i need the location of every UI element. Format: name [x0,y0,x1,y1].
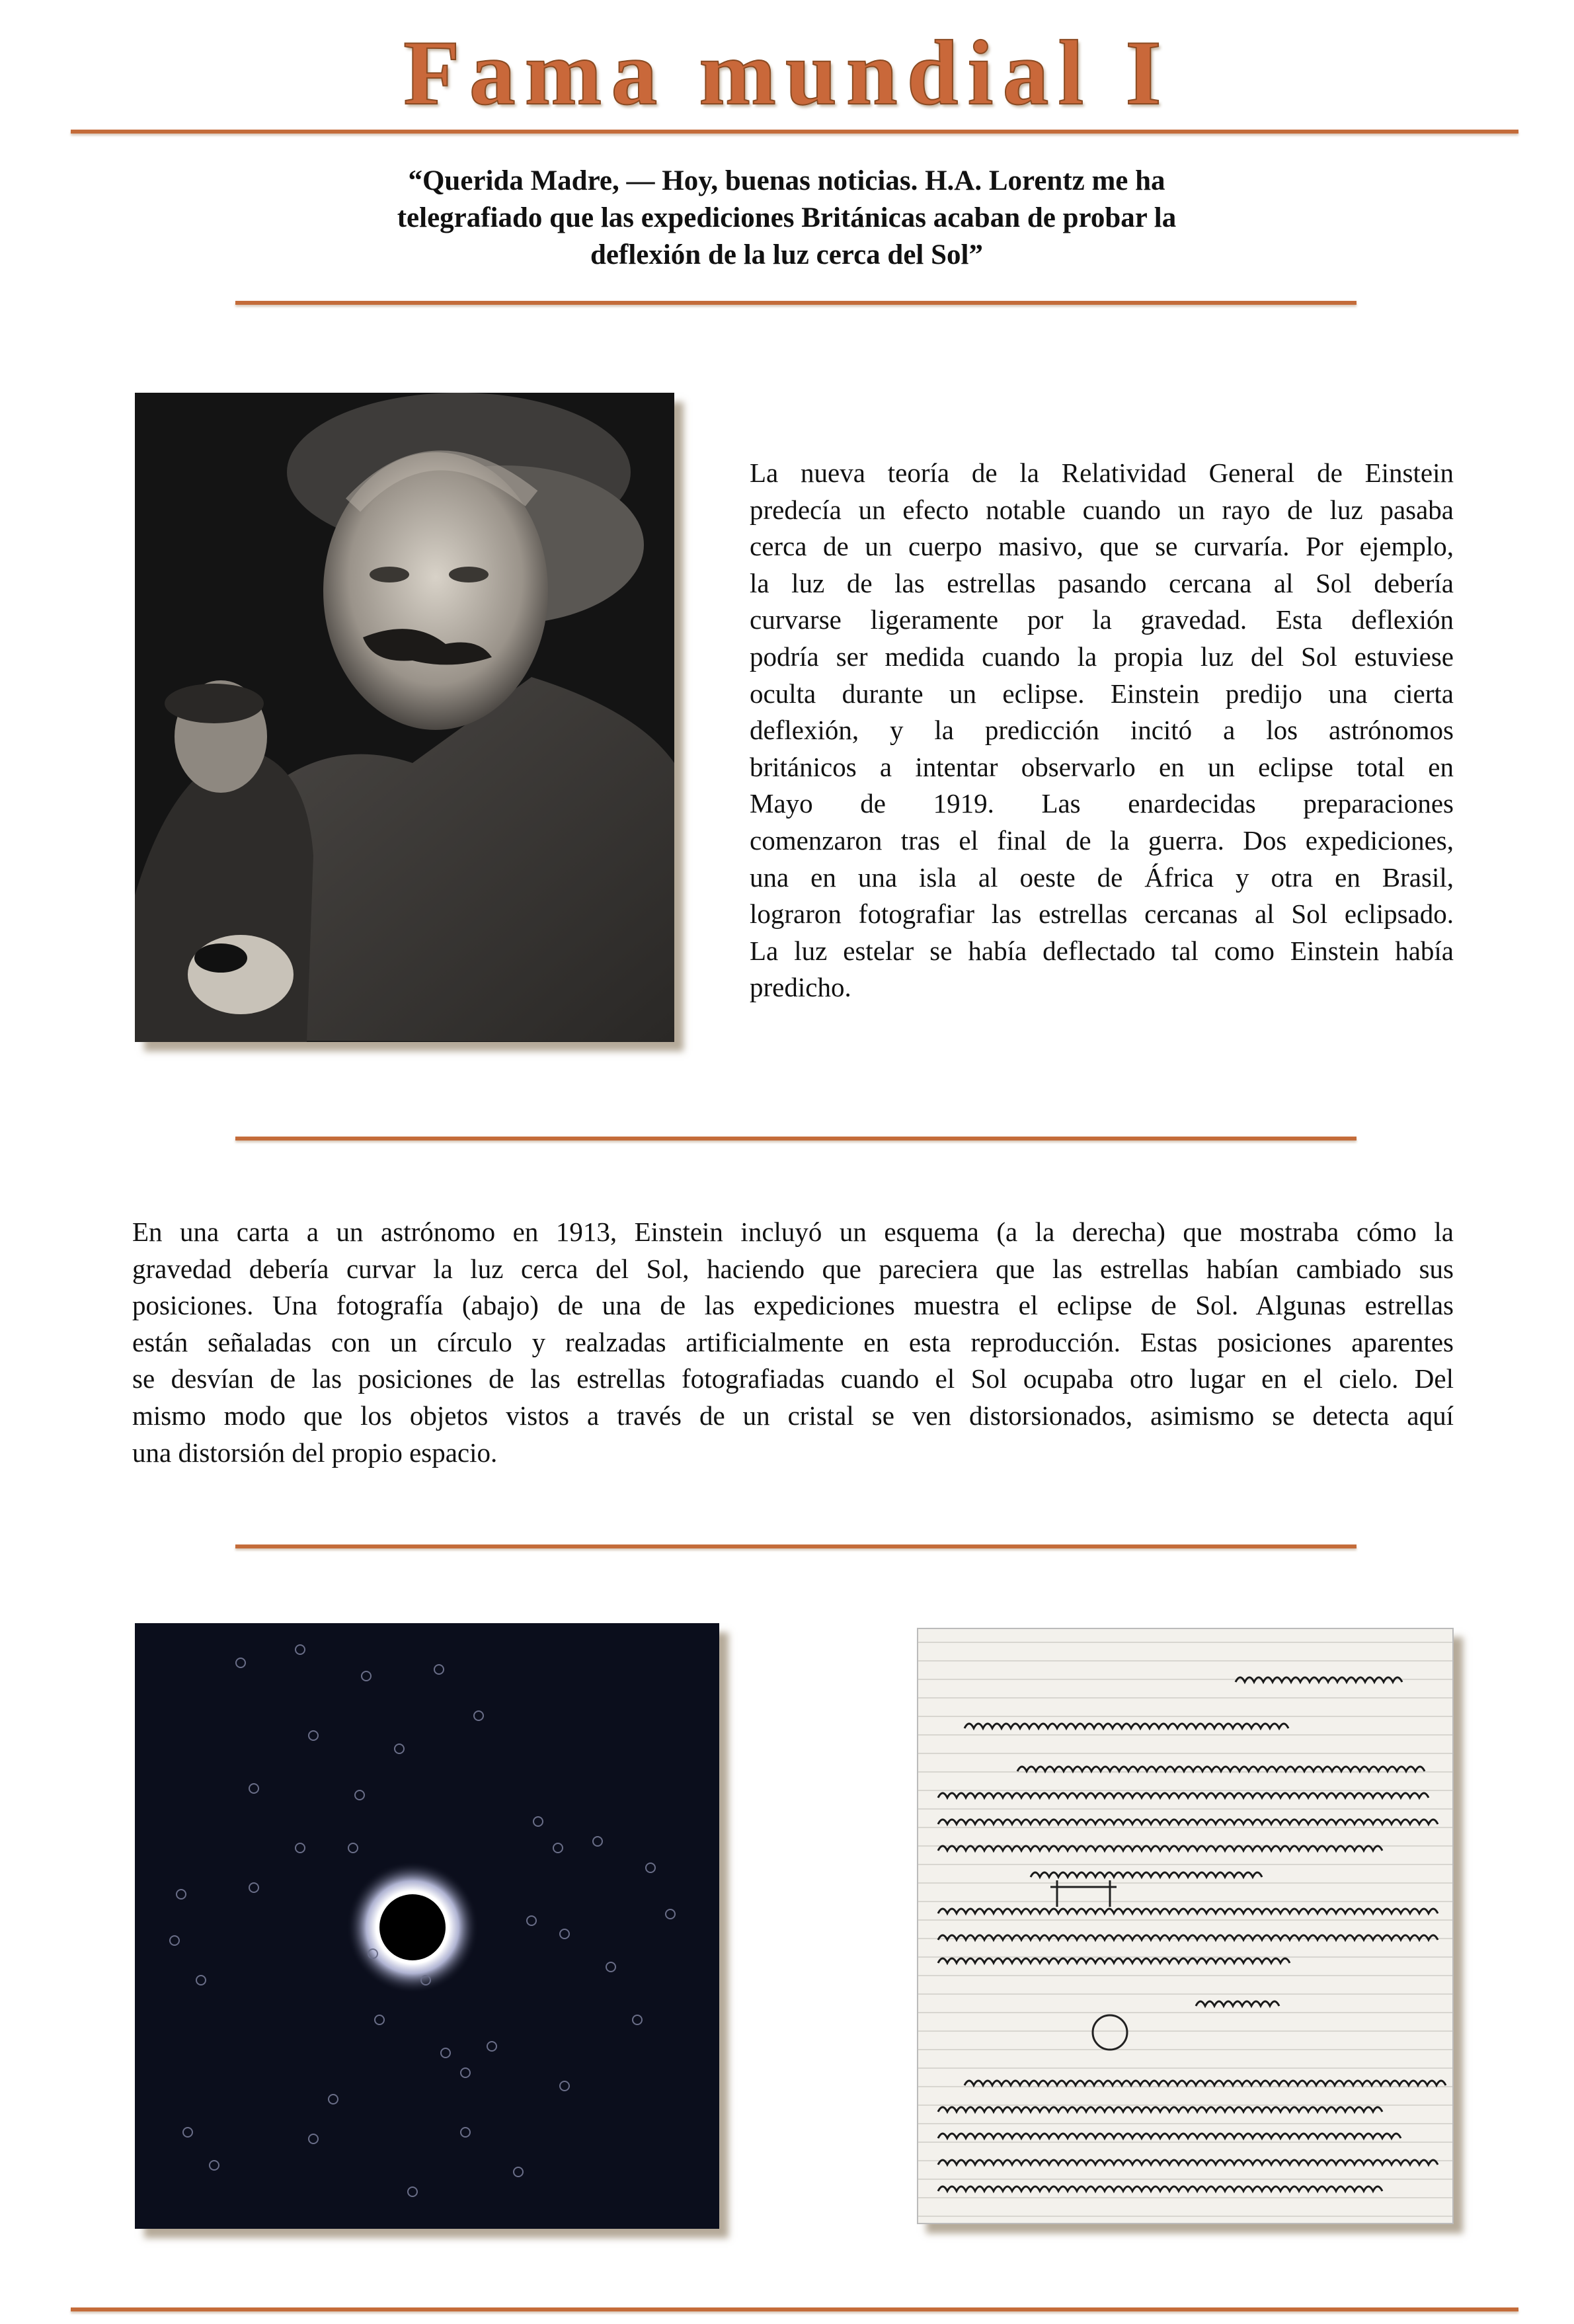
paragraph-line: británicos a intentar observarlo en un eclipse total en [750,751,1454,782]
star-marker [533,1817,543,1826]
star-marker [606,1962,615,1972]
star-marker [395,1744,404,1753]
star-marker [309,2134,318,2144]
paragraph-line: predecía un efecto notable cuando un rayo de luz pasaba [750,494,1454,525]
star-marker [633,2015,642,2024]
divider-bottom [71,2307,1518,2311]
paragraph-line: están señaladas con un círculo y realzadas artificialmente en esta reproducción. Estas posiciones aparentes [132,1326,1454,1357]
star-marker [461,2068,470,2077]
handwriting-line [938,1820,1438,1824]
relativity-paragraph [750,455,1454,1006]
paragraph-line: una en una isla al oeste de África y otra en Brasil, [750,861,1454,893]
star-marker [514,2167,523,2177]
divider [235,301,1357,305]
paragraph-line: Mayo de 1919. Las enardecidas preparaciones [750,788,1454,819]
handwriting-line [938,1958,1290,1963]
einstein-letter-image [917,1628,1454,2224]
divider [235,1544,1357,1548]
paragraph-line: oculta durante un eclipse. Einstein predijo una cierta [750,678,1454,709]
star-marker [646,1863,655,1872]
paragraph-line: lograron fotografiar las estrellas cercanas al Sol eclipsado. [750,899,1454,930]
einstein-quote [357,163,1216,274]
letter-paragraph [132,1214,1454,1471]
star-marker [355,1790,364,1800]
paragraph-line: En una carta a un astrónomo en 1913, Einstein incluyó un esquema (a la derecha) que mostraba cómo la [132,1217,1454,1247]
star-marker [329,2095,338,2104]
star-marker [666,1909,675,1919]
paragraph-line: posiciones. Una fotografía (abajo) de una de las expediciones muestra el eclipse de Sol. Algunas estrellas [132,1290,1454,1321]
handwriting-line [1196,2001,1279,2006]
paragraph-line: gravedad debería curvar la luz cerca del Sol, haciendo que pareciera que las estrellas habían cambiado sus [132,1253,1454,1284]
einstein-photo [135,393,674,1042]
star-marker [309,1731,318,1740]
star-marker [461,2128,470,2137]
paragraph-line: la luz de las estrellas pasando cercana al Sol debería [750,567,1454,598]
paragraph-line: curvarse ligeramente por la gravedad. Esta deflexión [750,604,1454,635]
star-marker [434,1665,444,1674]
star-marker [236,1658,245,1667]
star-marker [441,2048,450,2058]
star-marker [295,1843,305,1853]
handwriting-line [938,1909,1438,1913]
eclipse-photo [135,1623,719,2229]
star-marker [474,1711,483,1720]
star-marker [487,2042,496,2051]
star-marker [348,1843,358,1853]
paragraph-line: mismo modo que los objetos vistos a través de un cristal se ven distorsionados, asimismo se detecta aquí [132,1400,1454,1431]
paragraph-line: predicho. [750,972,851,1003]
paragraph-line: se desvían de las posiciones de las estrellas fotografiadas cuando el Sol ocupaba otro lugar en el cielo. Del [132,1363,1454,1394]
handwriting-line [938,2186,1382,2191]
star-marker [527,1916,536,1925]
handwriting-line [938,2107,1382,2112]
page-title: Fama mundial I [403,22,1171,124]
quote-line: “Querida Madre, — Hoy, buenas noticias. H.A. Lorentz me ha [408,165,1165,196]
paragraph-line: deflexión, y la predicción incitó a los astrónomos [750,715,1454,746]
star-marker [295,1645,305,1654]
paragraph-line: comenzaron tras el final de la guerra. Dos expediciones, [750,824,1454,856]
star-marker [560,2081,569,2091]
star-marker [177,1890,186,1899]
paragraph-line: cerca de un cuerpo masivo, que se curvaría. Por ejemplo, [750,531,1454,562]
handwriting-line [938,2134,1401,2138]
sun-sketch [1093,2015,1127,2050]
star-marker [362,1671,371,1681]
divider [235,1137,1357,1141]
handwriting-line [938,1935,1438,1940]
handwriting-line [1017,1767,1425,1771]
quote-line: telegrafiado que las expediciones Británicas acaban de probar la [397,202,1177,233]
star-marker [249,1784,258,1793]
handwriting-line [1031,1872,1262,1877]
star-marker [170,1936,179,1945]
handwriting-line [938,1846,1382,1851]
paragraph-line: La nueva teoría de la Relatividad General de Einstein [750,458,1454,488]
star-marker [183,2128,192,2137]
star-marker [375,2015,384,2024]
star-marker [593,1837,602,1846]
moon-disk [379,1894,446,1960]
paragraph-line: podría ser medida cuando la propia luz del Sol estuviese [750,641,1454,672]
star-marker [196,1976,206,1985]
deflection-sketch [1050,1880,1117,1907]
paragraph-line: una distorsión del propio espacio. [132,1437,498,1468]
star-marker [249,1883,258,1892]
star-marker [408,2187,417,2196]
paragraph-line: La luz estelar se había deflectado tal como Einstein había [750,935,1454,966]
star-marker [553,1843,563,1853]
handwriting-line [964,2081,1446,2085]
handwriting-line [938,1793,1429,1798]
star-marker [560,1929,569,1939]
handwriting-line [964,1724,1288,1728]
star-marker [210,2161,219,2170]
quote-line: deflexión de la luz cerca del Sol” [590,239,983,270]
divider-top [71,130,1518,134]
